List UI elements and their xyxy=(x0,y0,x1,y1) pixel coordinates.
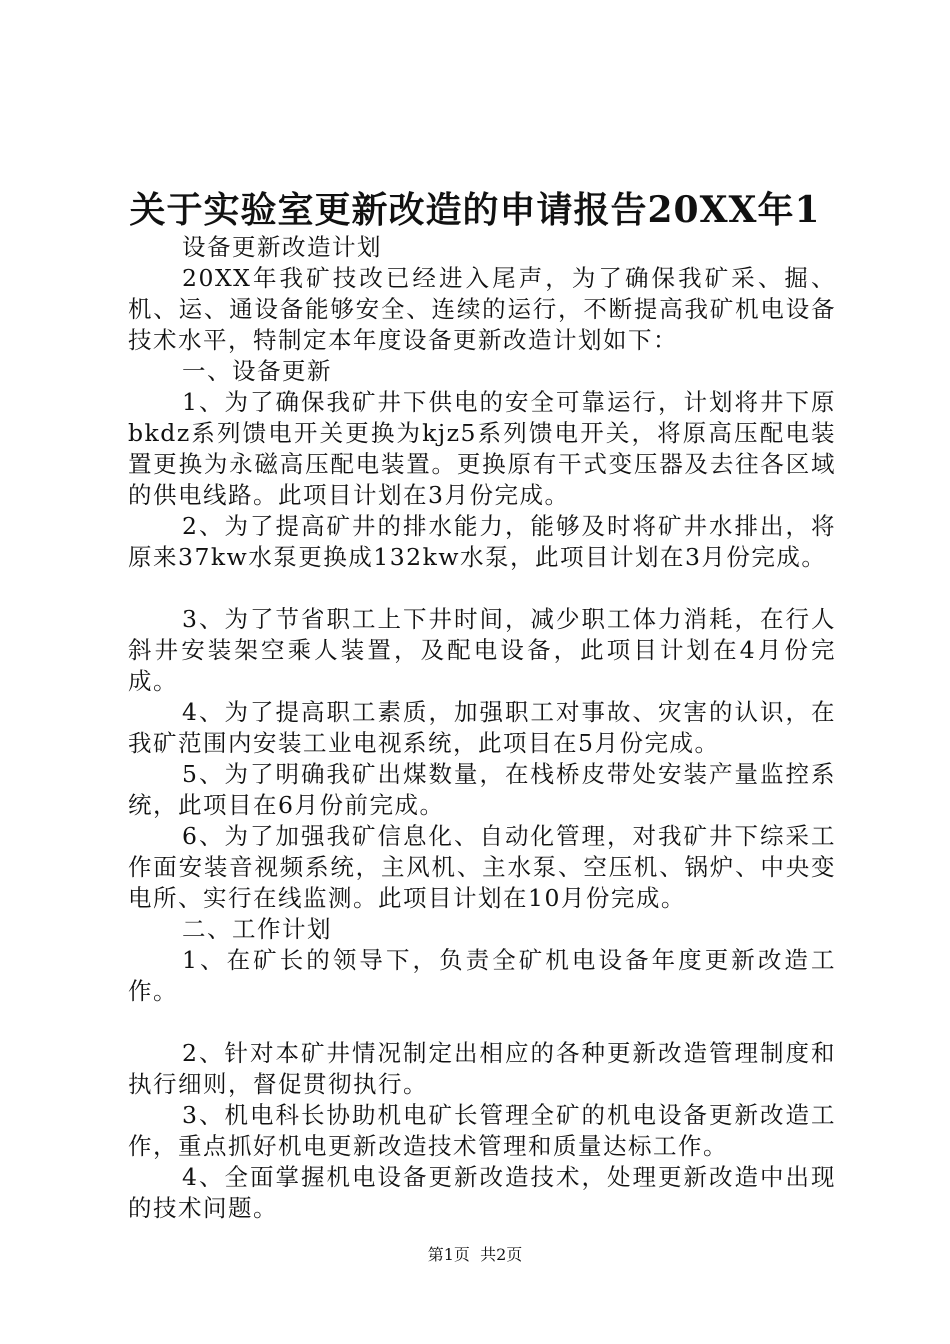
equipment-item-4: 4、为了提高职工素质，加强职工对事故、灾害的认识，在我矿范围内安装工业电视系统，此项目在5月份完成。 xyxy=(128,698,836,757)
work-plan-item-4: 4、全面掌握机电设备更新改造技术，处理更新改造中出现的技术问题。 xyxy=(128,1163,836,1222)
equipment-item-6: 6、为了加强我矿信息化、自动化管理，对我矿井下综采工作面安装音视频系统，主风机、主水泵、空压机、锅炉、中央变电所、实行在线监测。此项目计划在10月份完成。 xyxy=(128,822,836,912)
document-body xyxy=(128,232,836,1224)
equipment-item-5: 5、为了明确我矿出煤数量，在栈桥皮带处安装产量监控系统，此项目在6月份前完成。 xyxy=(128,760,836,819)
equipment-item-2: 2、为了提高矿井的排水能力，能够及时将矿井水排出，将原来37kw水泵更换成132kw水泵，此项目计划在3月份完成。 xyxy=(128,512,836,571)
section-heading-equipment-update: 一、设备更新 xyxy=(182,357,333,385)
section-heading-work-plan: 二、工作计划 xyxy=(182,915,333,943)
work-plan-item-3: 3、机电科长协助机电矿长管理全矿的机电设备更新改造工作，重点抓好机电更新改造技术管理和质量达标工作。 xyxy=(128,1101,836,1160)
work-plan-item-1: 1、在矿长的领导下，负责全矿机电设备年度更新改造工作。 xyxy=(128,946,836,1005)
page-title: 关于实验室更新改造的申请报告20XX年1 xyxy=(129,189,821,231)
equipment-item-1: 1、为了确保我矿井下供电的安全可靠运行，计划将井下原bkdz系列馈电开关更换为kjz5系列馈电开关，将原高压配电装置更换为永磁高压配电装置。更换原有干式变压器及去往各区域的供电线路。此项目计划在3月份完成。 xyxy=(128,388,836,509)
intro-paragraph: 20XX年我矿技改已经进入尾声，为了确保我矿采、掘、机、运、通设备能够安全、连续的运行，不断提高我矿机电设备技术水平，特制定本年度设备更新改造计划如下： xyxy=(128,264,836,354)
equipment-item-3: 3、为了节省职工上下井时间，减少职工体力消耗，在行人斜井安装架空乘人装置，及配电设备，此项目计划在4月份完成。 xyxy=(128,605,836,695)
work-plan-item-2: 2、针对本矿井情况制定出相应的各种更新改造管理制度和执行细则，督促贯彻执行。 xyxy=(128,1039,836,1098)
plan-heading: 设备更新改造计划 xyxy=(182,233,383,261)
page-number-footer: 第1页 共2页 xyxy=(427,1245,523,1264)
